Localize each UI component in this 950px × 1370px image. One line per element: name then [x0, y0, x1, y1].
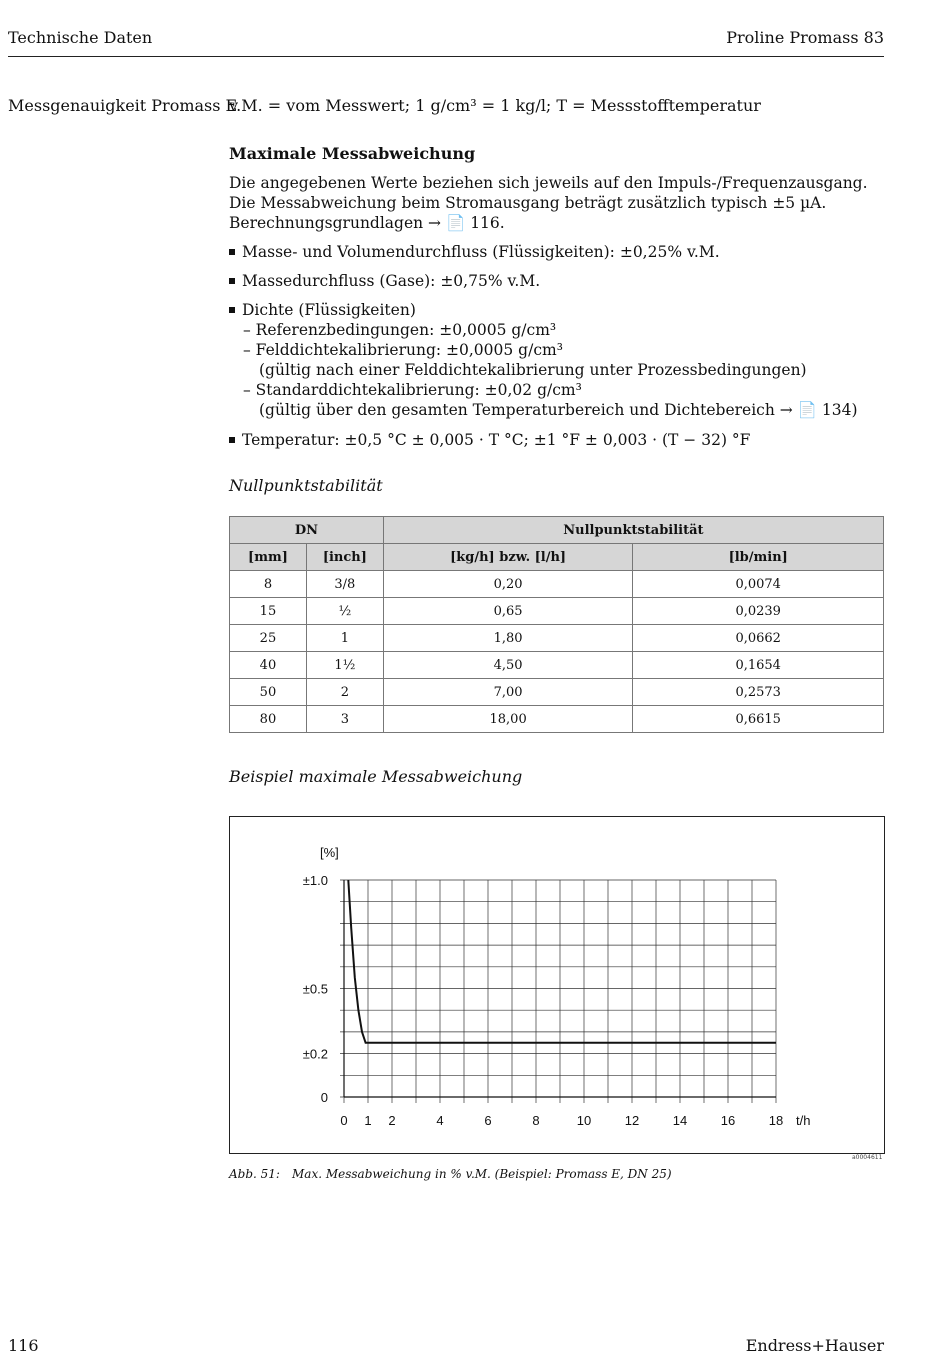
table-cell: 1	[306, 625, 383, 652]
x-tick-label: 14	[672, 1113, 688, 1128]
table-cell: 1½	[306, 652, 383, 679]
figure-id: a0004611	[852, 1154, 883, 1161]
density-standard: – Standarddichtekalibrierung: ±0,02 g/cm³	[243, 381, 582, 399]
bullet-temperature: Temperatur: ±0,5 °C ± 0,005 · T °C; ±1 °F ± 0,003 · (T − 32) °F	[229, 430, 750, 450]
deviation-curve	[348, 880, 776, 1043]
x-tick-label: 2	[388, 1113, 396, 1128]
x-tick-label: 6	[484, 1113, 492, 1128]
table-cell: 0,0074	[633, 571, 884, 598]
table-cell: 0,20	[383, 571, 633, 598]
table-cell: 3	[306, 706, 383, 733]
table-cell: ½	[306, 598, 383, 625]
header-right: Proline Promass 83	[726, 28, 884, 47]
x-tick-label: 1	[364, 1113, 372, 1128]
maxdev-paragraph	[229, 173, 868, 233]
chart-frame	[229, 816, 885, 1154]
x-tick-label: 4	[436, 1113, 444, 1128]
maxdev-p3: Berechnungsgrundlagen → 📄 116.	[229, 214, 505, 232]
table-head-dn: DN	[230, 517, 384, 544]
x-tick-label: 8	[532, 1113, 540, 1128]
x-tick-label: 18	[768, 1113, 784, 1128]
caption-number: Abb. 51:	[229, 1167, 280, 1181]
bullet-mass-volume: Masse- und Volumendurchfluss (Flüssigkeiten): ±0,25% v.M.	[229, 242, 720, 262]
footer-brand: Endress+Hauser	[745, 1336, 884, 1355]
example-title: Beispiel maximale Messabweichung	[229, 767, 523, 786]
table-row	[230, 625, 884, 652]
density-field-note: (gültig nach einer Felddichtekalibrierung unter Prozessbedingungen)	[259, 361, 807, 379]
y-axis-label: [%]	[320, 845, 339, 860]
bullet-density-title: Dichte (Flüssigkeiten)	[229, 300, 858, 320]
table-cell: 25	[230, 625, 307, 652]
table-cell: 15	[230, 598, 307, 625]
table-cell: 0,6615	[633, 706, 884, 733]
y-tick-label: ±1.0	[302, 873, 328, 888]
table-row	[230, 598, 884, 625]
table-cell: 0,2573	[633, 679, 884, 706]
bullet-gas: Massedurchfluss (Gase): ±0,75% v.M.	[229, 271, 540, 291]
bullet-density	[229, 300, 858, 420]
table-cell: 0,0662	[633, 625, 884, 652]
table-cell: 0,1654	[633, 652, 884, 679]
density-reference: – Referenzbedingungen: ±0,0005 g/cm³	[243, 321, 557, 339]
caption-text: Max. Messabweichung in % v.M. (Beispiel: Promass E, DN 25)	[292, 1167, 672, 1181]
table-subhead: [lb/min]	[633, 544, 884, 571]
density-field: – Felddichtekalibrierung: ±0,0005 g/cm³	[243, 341, 563, 359]
table-cell: 3/8	[306, 571, 383, 598]
x-tick-label: 0	[340, 1113, 348, 1128]
page-number: 116	[8, 1336, 39, 1355]
table-cell: 2	[306, 679, 383, 706]
table-subhead: [mm]	[230, 544, 307, 571]
section-label: Messgenauigkeit Promass E	[8, 96, 238, 115]
zero-title: Nullpunktstabilität	[229, 476, 383, 495]
table-cell: 0,65	[383, 598, 633, 625]
deviation-chart	[230, 817, 884, 1153]
table-row	[230, 652, 884, 679]
table-cell: 4,50	[383, 652, 633, 679]
table-cell: 80	[230, 706, 307, 733]
maxdev-p1: Die angegebenen Werte beziehen sich jeweils auf den Impuls-/Frequenzausgang.	[229, 174, 868, 192]
section-intro: v.M. = vom Messwert; 1 g/cm³ = 1 kg/l; T = Messstofftemperatur	[229, 96, 761, 115]
table-subhead: [kg/h] bzw. [l/h]	[383, 544, 633, 571]
x-tick-label: 12	[624, 1113, 640, 1128]
y-tick-label: ±0.2	[302, 1046, 328, 1062]
table-row	[230, 706, 884, 733]
table-cell: 0,0239	[633, 598, 884, 625]
table-row	[230, 571, 884, 598]
x-tick-label: 16	[720, 1113, 736, 1128]
zero-stability-table	[229, 516, 884, 733]
x-tick-label: 10	[576, 1113, 592, 1128]
x-axis-label: t/h	[796, 1113, 811, 1128]
header-left: Technische Daten	[8, 28, 153, 47]
table-head-np: Nullpunktstabilität	[383, 517, 883, 544]
table-cell: 7,00	[383, 679, 633, 706]
table-cell: 1,80	[383, 625, 633, 652]
table-cell: 18,00	[383, 706, 633, 733]
table-cell: 40	[230, 652, 307, 679]
table-cell: 50	[230, 679, 307, 706]
maxdev-p2: Die Messabweichung beim Stromausgang beträgt zusätzlich typisch ±5 µA.	[229, 194, 827, 212]
header-rule	[8, 56, 884, 57]
table-cell: 8	[230, 571, 307, 598]
maxdev-heading: Maximale Messabweichung	[229, 144, 476, 163]
table-row	[230, 679, 884, 706]
table-subhead: [inch]	[306, 544, 383, 571]
y-tick-label: 0	[320, 1090, 328, 1105]
density-standard-note: (gültig über den gesamten Temperaturbereich und Dichtebereich → 📄 134)	[259, 401, 858, 419]
y-tick-label: ±0.5	[302, 981, 328, 997]
